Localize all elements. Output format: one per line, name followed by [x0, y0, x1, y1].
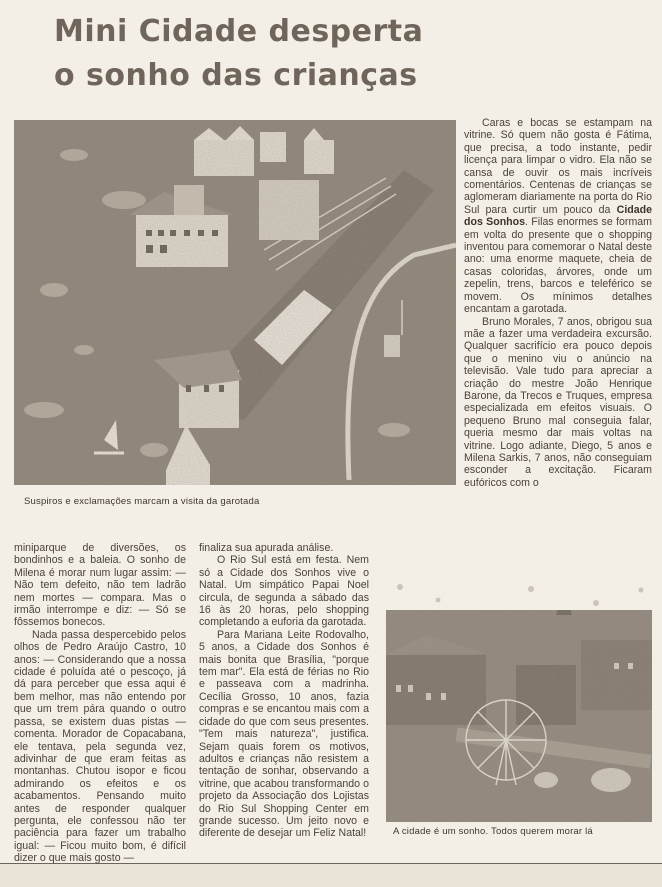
- paragraph: miniparque de diversões, os bondinhos e a baleia. O sonho de Milena é morar num lugar assim: — Não tem defeito, não tem ladrão nem mortes — compara. Mas o irmão interrompe e diz: — Só se fôssemos bonecos.: [14, 542, 186, 629]
- photo-1-illustration: [14, 120, 456, 485]
- article-column-b: [199, 542, 369, 840]
- paragraph: O Rio Sul está em festa. Nem só a Cidade dos Sonhos vive o Natal. Um simpático Papai Noel circula, de segunda a sábado das 16 às 20 horas, pelo shopping completando a euforia da garotada.: [199, 554, 369, 629]
- paragraph: finaliza sua apurada análise.: [199, 542, 334, 554]
- headline-line-2: o sonho das crianças: [54, 58, 418, 93]
- photo-miniature-town-ferris-wheel: [386, 545, 652, 822]
- text-run: Caras e bocas se estampam na vitrine. Só quem não gosta é Fátima, que precisa, a todo instante, pedir licença para limpar o vidro. Ela não se cansa de ouvir os mais incríveis comentários. Centenas de crianças se aglomeram diariamente na porta do Rio Sul para curtir um pouco da: [464, 117, 652, 216]
- headline: [54, 10, 434, 98]
- article-column-right: [464, 117, 652, 489]
- bold-text-run: Cidade dos Sonhos: [464, 203, 652, 229]
- paragraph: [464, 117, 652, 316]
- photo-2-caption: A cidade é um sonho. Todos querem morar lá: [393, 826, 593, 837]
- text-run: . Filas enormes se formam em volta do presente que o shopping inventou para comemorar o Natal deste ano: uma enorme maquete, cheia de casas coloridas, árvores, onde um zepelin, trens, barcos e teleférico se movem. Os mínimos detalhes encantam a garotada.: [464, 216, 652, 316]
- photo-miniature-town-aerial: [14, 120, 456, 485]
- paragraph: Nada passa despercebido pelos olhos de Pedro Araújo Castro, 10 anos: — Considerando que a nossa cidade é poluída até o pescoço, já dá para perceber que essa aqui é bem melhor, mas não entendo por que um trem pára quando o outro passa, se existem duas pistas — comenta. Morador de Copacabana, ele tentava, pela segunda vez, adivinhar de que eram feitas as montanhas. Chutou isopor e ficou admirando os efeitos e os acabamentos. Pensando muito antes de responder qualquer pergunta, ele confessou não ter paciência para fazer um trabalho igual: — Ficou muito bom, é difícil dizer o que mais gosto —: [14, 628, 186, 865]
- paragraph: Bruno Morales, 7 anos, obrigou sua mãe a fazer uma verdadeira excursão. Qualquer sacrifício era pouco depois que o menino viu o anúncio na televisão. Vale tudo para apreciar a criação do mestre João Henrique Barone, da Trecos e Truques, empresa especializada em efeitos visuais. O pequeno Bruno mal conseguia falar, queria mesmo dar mais voltas na vitrine. Logo adiante, Diego, 5 anos e Milena Sarkis, 7 anos, não conseguiam esconder a excitação. Ficaram eufóricos com o: [464, 315, 652, 489]
- article-column-a: [14, 542, 186, 865]
- headline-line-1: Mini Cidade desperta: [54, 14, 424, 49]
- photo-2-illustration: [386, 545, 652, 822]
- paragraph: Para Mariana Leite Rodovalho, 5 anos, a Cidade dos Sonhos é mais bonita que Brasília, "porque tem mar". Ela está de férias no Rio e passeava com a madrinha. Cecília Grosso, 10 anos, fazia compras e se encantou mais com a cidade do que com seus presentes. "Tem mais natureza", justifica. Sejam quais forem os motivos, adultos e crianças não resistem a tentação de sonhar, observando a vitrine, que acabou transformando o projeto da Associação dos Lojistas do Rio Sul Shopping Center em grande sucesso. Um jeito novo e diferente de desejar um Feliz Natal!: [199, 628, 369, 840]
- photo-1-caption: Suspiros e exclamações marcam a visita da garotada: [24, 496, 260, 507]
